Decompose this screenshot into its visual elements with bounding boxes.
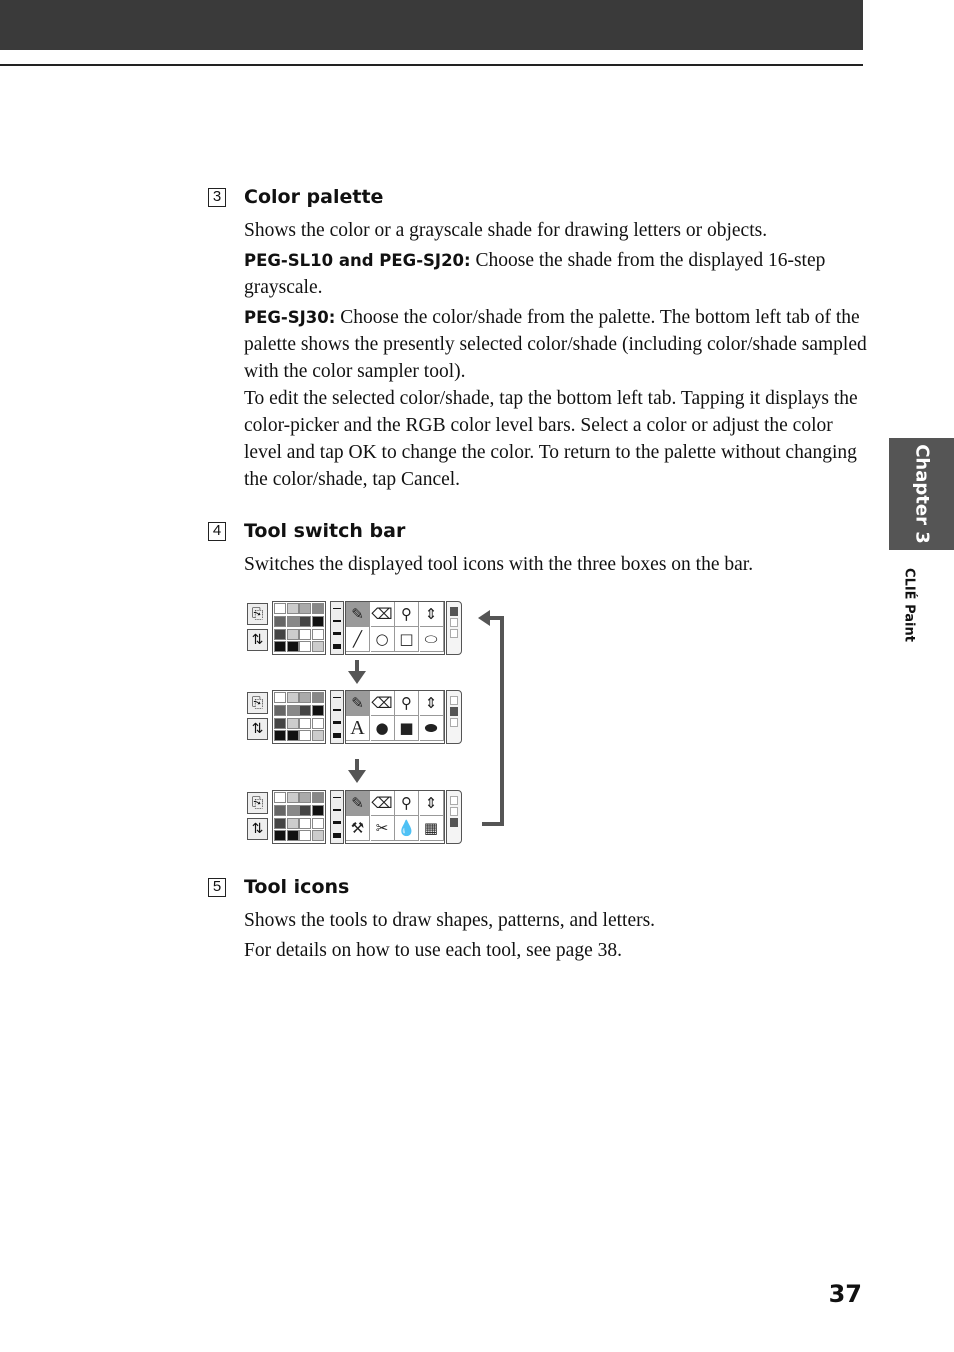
palette-swatch[interactable] — [299, 705, 311, 716]
rectangle-icon[interactable]: □ — [395, 627, 419, 652]
return-loop-arrow-icon — [478, 608, 508, 828]
section-heading — [208, 185, 868, 209]
palette-swatch[interactable] — [312, 705, 324, 716]
section-title: Color palette — [244, 186, 384, 208]
palette-swatch[interactable] — [312, 641, 324, 652]
palette-swatch[interactable] — [274, 730, 286, 741]
stamp-icon[interactable]: ⚒ — [346, 816, 370, 841]
section-body — [244, 907, 868, 964]
palette-swatch[interactable] — [312, 805, 324, 816]
paragraph: Switches the displayed tool icons with the three boxes on the bar. — [244, 554, 754, 575]
toolbar-screenshot — [246, 601, 464, 655]
line-width-option[interactable] — [333, 620, 341, 622]
line-width-option[interactable] — [333, 809, 341, 811]
tool-icons — [345, 790, 445, 844]
palette-swatch[interactable] — [312, 692, 324, 703]
line-width-bar[interactable] — [330, 790, 344, 844]
line-width-option[interactable] — [333, 833, 341, 838]
palette-swatch[interactable] — [299, 641, 311, 652]
palette-swatch[interactable] — [299, 818, 311, 829]
palette-swatch[interactable] — [312, 730, 324, 741]
paragraph-text: Choose the shade from the displayed 16-step grayscale. — [244, 250, 826, 298]
switch-box[interactable] — [450, 696, 458, 705]
spray-icon[interactable]: ✂ — [371, 816, 395, 841]
palette-swatch[interactable] — [299, 629, 311, 640]
palette-swatch[interactable] — [299, 616, 311, 627]
palette-swatch[interactable] — [312, 718, 324, 729]
palette-swatch[interactable] — [312, 830, 324, 841]
line-width-option[interactable] — [333, 733, 341, 738]
palette-swatch[interactable] — [274, 805, 286, 816]
palette-swatch[interactable] — [274, 830, 286, 841]
model-label: PEG-SL10 and PEG-SJ20: — [244, 251, 471, 270]
line-width-option[interactable] — [333, 697, 341, 698]
tool-icons — [345, 690, 445, 744]
fill-icon[interactable]: 💧 — [395, 816, 419, 841]
color-sampler-icon[interactable]: ⚲ — [395, 691, 419, 716]
palette-swatch[interactable] — [312, 818, 324, 829]
chapter-tab — [889, 438, 954, 550]
model-label: PEG-SJ30: — [244, 308, 336, 327]
section-title: Tool icons — [244, 876, 350, 898]
palette-swatch[interactable] — [287, 818, 299, 829]
section-body — [244, 551, 868, 578]
palette-swatch[interactable] — [312, 792, 324, 803]
palette-swatch[interactable] — [287, 805, 299, 816]
switch-box[interactable] — [450, 629, 458, 638]
toolbar-left-buttons — [246, 790, 270, 844]
palette-swatch[interactable] — [287, 692, 299, 703]
paragraph — [244, 304, 868, 385]
palette-swatch[interactable] — [299, 730, 311, 741]
palette-swatch[interactable] — [312, 616, 324, 627]
color-palette[interactable] — [272, 790, 326, 844]
palette-swatch[interactable] — [287, 629, 299, 640]
move-icon[interactable]: ⇕ — [420, 791, 444, 816]
pattern-icon[interactable]: ▦ — [420, 816, 444, 841]
color-sampler-icon[interactable]: ⚲ — [395, 602, 419, 627]
section-heading — [208, 875, 868, 899]
filled-circle-icon[interactable]: ● — [371, 716, 395, 741]
eraser-icon[interactable]: ⌫ — [371, 602, 395, 627]
line-width-bar[interactable] — [330, 690, 344, 744]
color-palette[interactable] — [272, 601, 326, 655]
section-number: 4 — [208, 522, 226, 541]
palette-swatch[interactable] — [287, 616, 299, 627]
line-width-option[interactable] — [333, 797, 341, 798]
page-number: 37 — [828, 1280, 862, 1308]
swap-icon[interactable]: ⇅ — [247, 718, 268, 740]
ellipse-icon[interactable]: ⬭ — [420, 627, 444, 652]
color-sampler-icon[interactable]: ⚲ — [395, 791, 419, 816]
tool-switch-bar — [446, 601, 462, 655]
tool-switch-bar — [446, 690, 462, 744]
palette-swatch[interactable] — [312, 629, 324, 640]
pencil-icon[interactable]: ✎ — [346, 791, 370, 816]
line-width-option[interactable] — [333, 721, 341, 724]
section-heading — [208, 519, 868, 543]
palette-swatch[interactable] — [274, 718, 286, 729]
palette-swatch[interactable] — [274, 705, 286, 716]
switch-box[interactable] — [450, 796, 458, 805]
palette-swatch[interactable] — [287, 718, 299, 729]
line-width-option[interactable] — [333, 709, 341, 711]
line-icon[interactable]: ╱ — [346, 627, 370, 652]
paragraph-text: Choose the color/shade from the palette. The bottom left tab of the palette shows the presently selected color/shade (including color/shade sampled with the color sampler tool). — [244, 307, 867, 382]
palette-swatch[interactable] — [299, 603, 311, 614]
move-icon[interactable]: ⇕ — [420, 691, 444, 716]
header-bar — [0, 0, 863, 50]
line-width-option[interactable] — [333, 632, 341, 635]
line-width-option[interactable] — [333, 821, 341, 824]
palette-swatch[interactable] — [287, 641, 299, 652]
section-tool-icons — [208, 875, 868, 967]
toolbar-left-buttons — [246, 690, 270, 744]
toolbar-screenshot — [246, 690, 464, 744]
paragraph — [244, 247, 868, 301]
header-rule — [0, 64, 863, 66]
toolbar-left-buttons — [246, 601, 270, 655]
tool-switch-bar — [446, 790, 462, 844]
chapter-label: Chapter 3 — [911, 444, 932, 544]
switch-box[interactable] — [450, 807, 458, 816]
swap-icon[interactable]: ⇅ — [247, 818, 268, 840]
circle-icon[interactable]: ○ — [371, 627, 395, 652]
running-section-label: CLIÉ Paint — [901, 568, 917, 642]
palette-swatch[interactable] — [287, 730, 299, 741]
palette-swatch[interactable] — [287, 705, 299, 716]
layer-icon[interactable]: ⎘ — [247, 792, 268, 814]
palette-swatch[interactable] — [299, 718, 311, 729]
eraser-icon[interactable]: ⌫ — [371, 791, 395, 816]
palette-swatch[interactable] — [274, 603, 286, 614]
section-number: 3 — [208, 188, 226, 207]
paragraph: Shows the tools to draw shapes, patterns, and letters. — [244, 910, 656, 931]
palette-swatch[interactable] — [274, 629, 286, 640]
section-color-palette — [208, 185, 868, 496]
palette-swatch[interactable] — [299, 805, 311, 816]
color-palette[interactable] — [272, 690, 326, 744]
switch-box[interactable] — [450, 707, 458, 716]
paragraph: For details on how to use each tool, see page 38. — [244, 940, 622, 961]
palette-swatch[interactable] — [299, 692, 311, 703]
pencil-icon[interactable]: ✎ — [346, 602, 370, 627]
paragraph: To edit the selected color/shade, tap the bottom left tab. Tapping it displays the color-picker and the RGB color level bars. Select a color or adjust the color level and tap OK to change the color. To return to the palette without changing the color/shade, tap Cancel. — [244, 388, 858, 490]
palette-swatch[interactable] — [287, 830, 299, 841]
text-icon[interactable]: A — [346, 716, 370, 741]
line-width-option[interactable] — [333, 644, 341, 649]
move-icon[interactable]: ⇕ — [420, 602, 444, 627]
filled-rectangle-icon[interactable]: ■ — [395, 716, 419, 741]
paragraph: Shows the color or a grayscale shade for drawing letters or objects. — [244, 220, 768, 241]
palette-swatch[interactable] — [274, 818, 286, 829]
palette-swatch[interactable] — [287, 603, 299, 614]
layer-icon[interactable]: ⎘ — [247, 692, 268, 714]
section-tool-switch-bar — [208, 519, 868, 581]
palette-swatch[interactable] — [312, 603, 324, 614]
palette-swatch[interactable] — [299, 830, 311, 841]
layer-icon[interactable]: ⎘ — [247, 603, 268, 625]
filled-ellipse-icon[interactable]: ⬬ — [420, 716, 444, 741]
down-arrow-icon — [348, 660, 366, 684]
palette-swatch[interactable] — [274, 792, 286, 803]
switch-box[interactable] — [450, 718, 458, 727]
switch-box[interactable] — [450, 818, 458, 827]
switch-box[interactable] — [450, 607, 458, 616]
down-arrow-icon — [348, 759, 366, 783]
section-number: 5 — [208, 878, 226, 897]
section-title: Tool switch bar — [244, 520, 406, 542]
pencil-icon[interactable]: ✎ — [346, 691, 370, 716]
palette-swatch[interactable] — [274, 616, 286, 627]
toolbar-screenshot — [246, 790, 464, 844]
tool-icons — [345, 601, 445, 655]
palette-swatch[interactable] — [274, 641, 286, 652]
palette-swatch[interactable] — [287, 792, 299, 803]
line-width-option[interactable] — [333, 608, 341, 609]
line-width-bar[interactable] — [330, 601, 344, 655]
palette-swatch[interactable] — [274, 692, 286, 703]
section-body — [244, 217, 868, 493]
eraser-icon[interactable]: ⌫ — [371, 691, 395, 716]
palette-swatch[interactable] — [299, 792, 311, 803]
switch-box[interactable] — [450, 618, 458, 627]
swap-icon[interactable]: ⇅ — [247, 629, 268, 651]
